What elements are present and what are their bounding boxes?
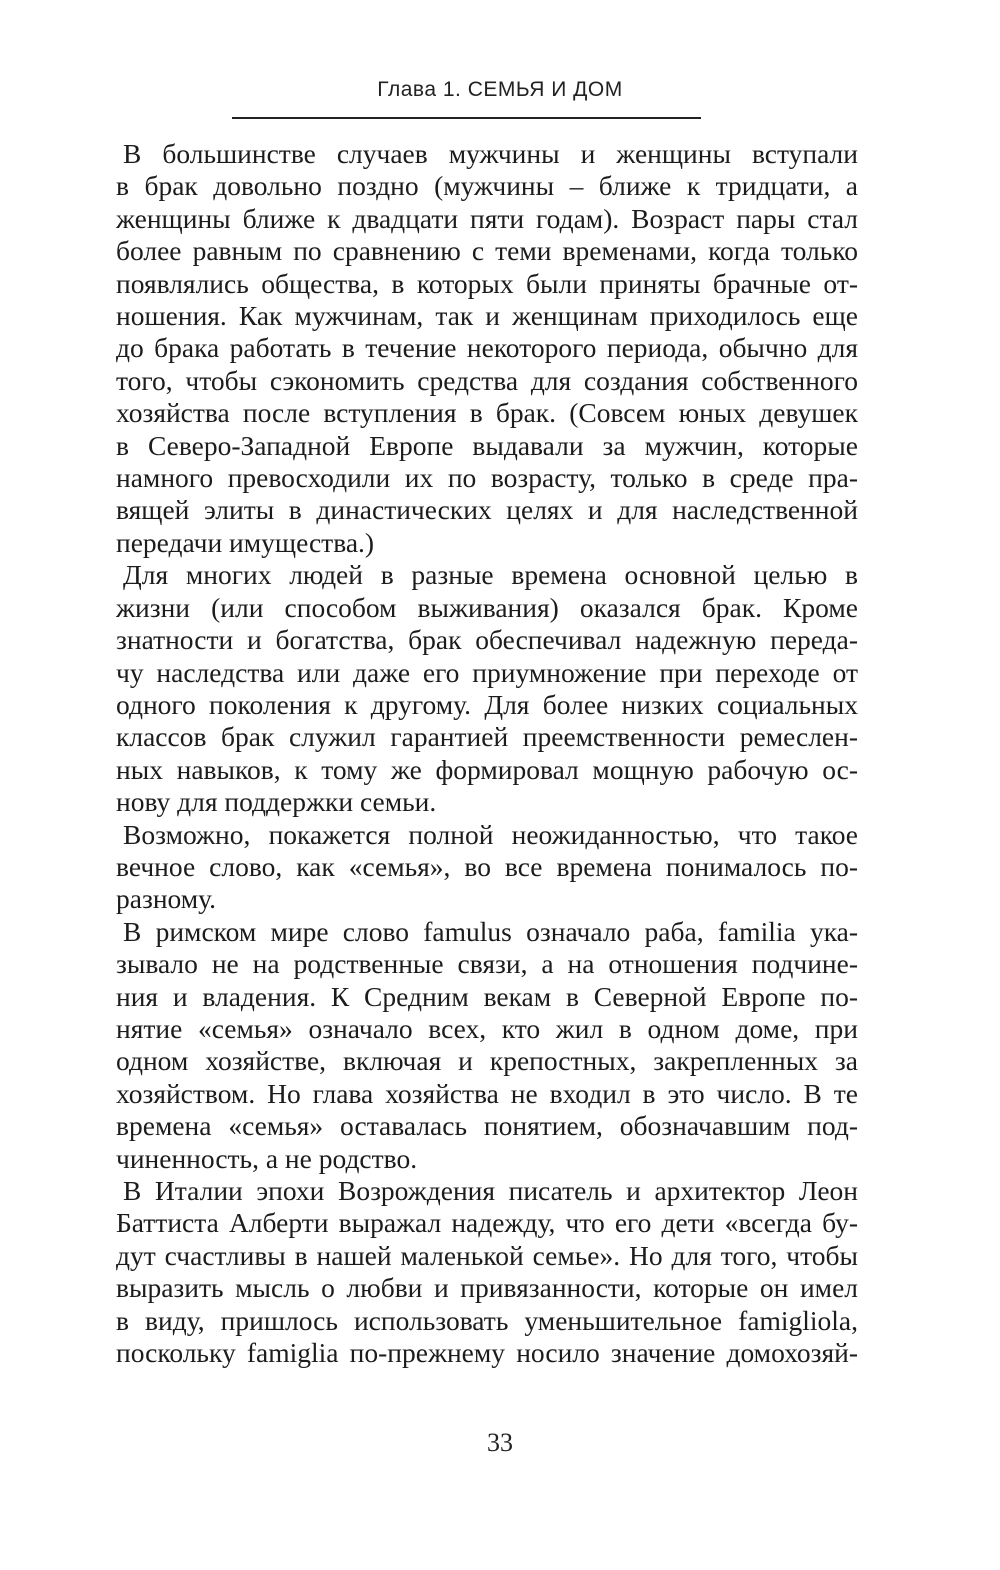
text-line: вечное слово, как «семья», во все времена понималось по- — [116, 850, 858, 882]
running-head: Глава 1. СЕМЬЯ И ДОМ — [377, 78, 623, 101]
text-line: классов брак служил гарантией преемственности ремеслен- — [116, 721, 858, 753]
paragraph-4 — [116, 916, 858, 1175]
text-line: вящей элиты в династических целях и для наследственной — [116, 494, 858, 526]
body-text — [116, 138, 858, 1369]
text-line: в брак довольно поздно (мужчины – ближе к тридцати, а — [116, 170, 858, 202]
page-number: 33 — [487, 1428, 513, 1457]
text-line: поскольку famiglia по-прежнему носило значение домохозяй- — [116, 1337, 858, 1369]
text-line: дут счастливы в нашей маленькой семье». Но для того, чтобы — [116, 1239, 858, 1271]
text-line: В Италии эпохи Возрождения писатель и архитектор Леон — [123, 1175, 858, 1206]
text-line: того, чтобы сэкономить средства для создания собственного — [116, 364, 858, 396]
paragraph-1 — [116, 138, 858, 559]
text-line: одном хозяйстве, включая и крепостных, закрепленных за — [116, 1045, 858, 1077]
paragraph-2 — [116, 559, 858, 818]
text-line: появлялись общества, в которых были приняты брачные от- — [116, 267, 858, 299]
text-line: зывало не на родственные связи, а на отношения подчине- — [116, 948, 858, 980]
text-line: хозяйства после вступления в брак. (Совсем юных девушек — [116, 397, 858, 429]
text-line: ния и владения. К Средним векам в Северной Европе по- — [116, 980, 858, 1012]
paragraph-3 — [116, 819, 858, 916]
text-line: времена «семья» оставалась понятием, обозначавшим под- — [116, 1110, 858, 1142]
text-line: одного поколения к другому. Для более низких социальных — [116, 688, 858, 720]
text-line: женщины ближе к двадцати пяти годам). Возраст пары стал — [116, 202, 858, 234]
text-line: жизни (или способом выживания) оказался брак. Кроме — [116, 591, 858, 623]
text-line: до брака работать в течение некоторого периода, обычно для — [116, 332, 858, 364]
header-rule — [232, 117, 701, 119]
text-line: более равным по сравнению с теми временами, когда только — [116, 235, 858, 267]
text-line: выразить мысль о любви и привязанности, которые он имел — [116, 1272, 858, 1304]
text-line: знатности и богатства, брак обеспечивал надежную переда- — [116, 624, 858, 656]
text-line: нову для поддержки семьи. — [116, 786, 437, 818]
text-line: ных навыков, к тому же формировал мощную рабочую ос- — [116, 753, 858, 785]
text-line: чиненность, а не родство. — [116, 1142, 418, 1174]
text-line: чу наследства или даже его приумножение при переходе от — [116, 656, 858, 688]
text-line: Баттиста Алберти выражал надежду, что его дети «всегда бу- — [116, 1207, 858, 1239]
text-line: нятие «семья» означало всех, кто жил в одном доме, при — [116, 1012, 858, 1044]
text-line: В римском мире слово famulus означало раба, familia ука- — [123, 915, 858, 947]
text-line: в виду, пришлось использовать уменьшительное famigliola, — [116, 1304, 858, 1336]
text-line: ношения. Как мужчинам, так и женщинам приходилось еще — [116, 300, 858, 332]
text-line: в Северо-Западной Европе выдавали за мужчин, которые — [116, 429, 858, 461]
text-line: передачи имущества.) — [116, 526, 375, 558]
text-line: намного превосходили их по возрасту, только в среде пра- — [116, 462, 858, 494]
text-line: разному. — [116, 883, 217, 915]
text-line: В большинстве случаев мужчины и женщины вступали — [123, 138, 858, 169]
paragraph-5 — [116, 1175, 858, 1369]
text-line: Возможно, покажется полной неожиданностью, что такое — [123, 818, 858, 850]
text-line: Для многих людей в разные времена основной целью в — [123, 559, 858, 591]
text-line: хозяйством. Но глава хозяйства не входил в это число. В те — [116, 1077, 858, 1109]
